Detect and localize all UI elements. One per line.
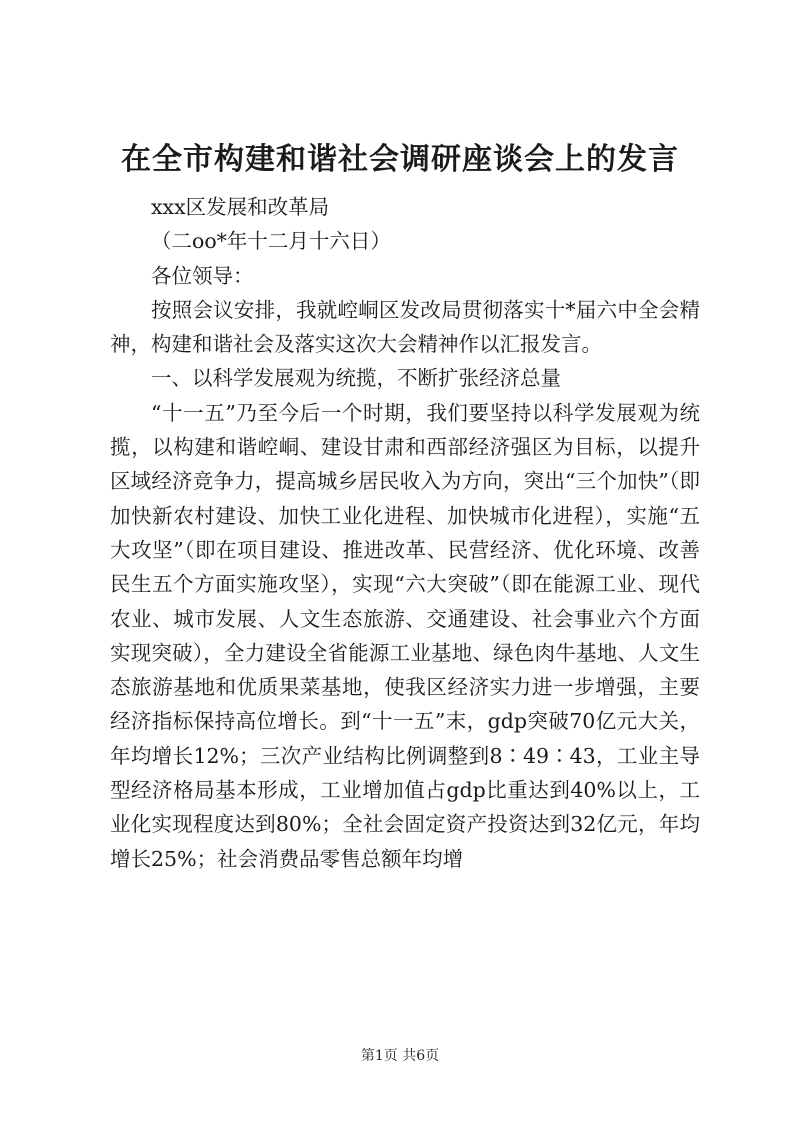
document-title: 在全市构建和谐社会调研座谈会上的发言	[121, 142, 679, 177]
section-heading-1: 一、以科学发展观为统揽，不断扩张经济总量	[151, 366, 561, 391]
date-line: （二oo*年十二月十六日）	[151, 229, 391, 254]
page-footer: 第1页 共6页	[360, 1048, 440, 1064]
body-paragraph: “十一五”乃至今后一个时期，我们要坚持以科学发展观为统揽，以构建和谐崆峒、建设甘肃和西部经济强区为目标，以提升区域经济竞争力，提高城乡居民收入为方向，突出“三个加快”（即加快新农村建设、加快工业化进程、加快城市化进程），实施“五大攻坚”（即在项目建设、推进改革、民营经济、优化环境、改善民生五个方面实施攻坚），实现“六大突破”（即在能源工业、现代农业、城市发展、人文生态旅游、交通建设、社会事业六个方面实现突破），全力建设全省能源工业基地、绿色肉牛基地、人文生态旅游基地和优质果菜基地，使我区经济实力进一步增强，主要经济指标保持高位增长。到“十一五”末，gdp突破70亿元大关，年均增长12%；三次产业结构比例调整到8∶49∶43，工业主导型经济格局基本形成，工业增加值占gdp比重达到40%以上，工业化实现程度达到80%；全社会固定资产投资达到32亿元，年均增长25%；社会消费品零售总额年均增	[110, 400, 700, 871]
intro-paragraph: 按照会议安排，我就崆峒区发改局贯彻落实十*届六中全会精神，构建和谐社会及落实这次大会精神作以汇报发言。	[110, 297, 700, 357]
salutation: 各位领导：	[151, 263, 254, 288]
document-body	[110, 190, 700, 876]
issuer-line: xxx区发展和改革局	[151, 195, 330, 219]
